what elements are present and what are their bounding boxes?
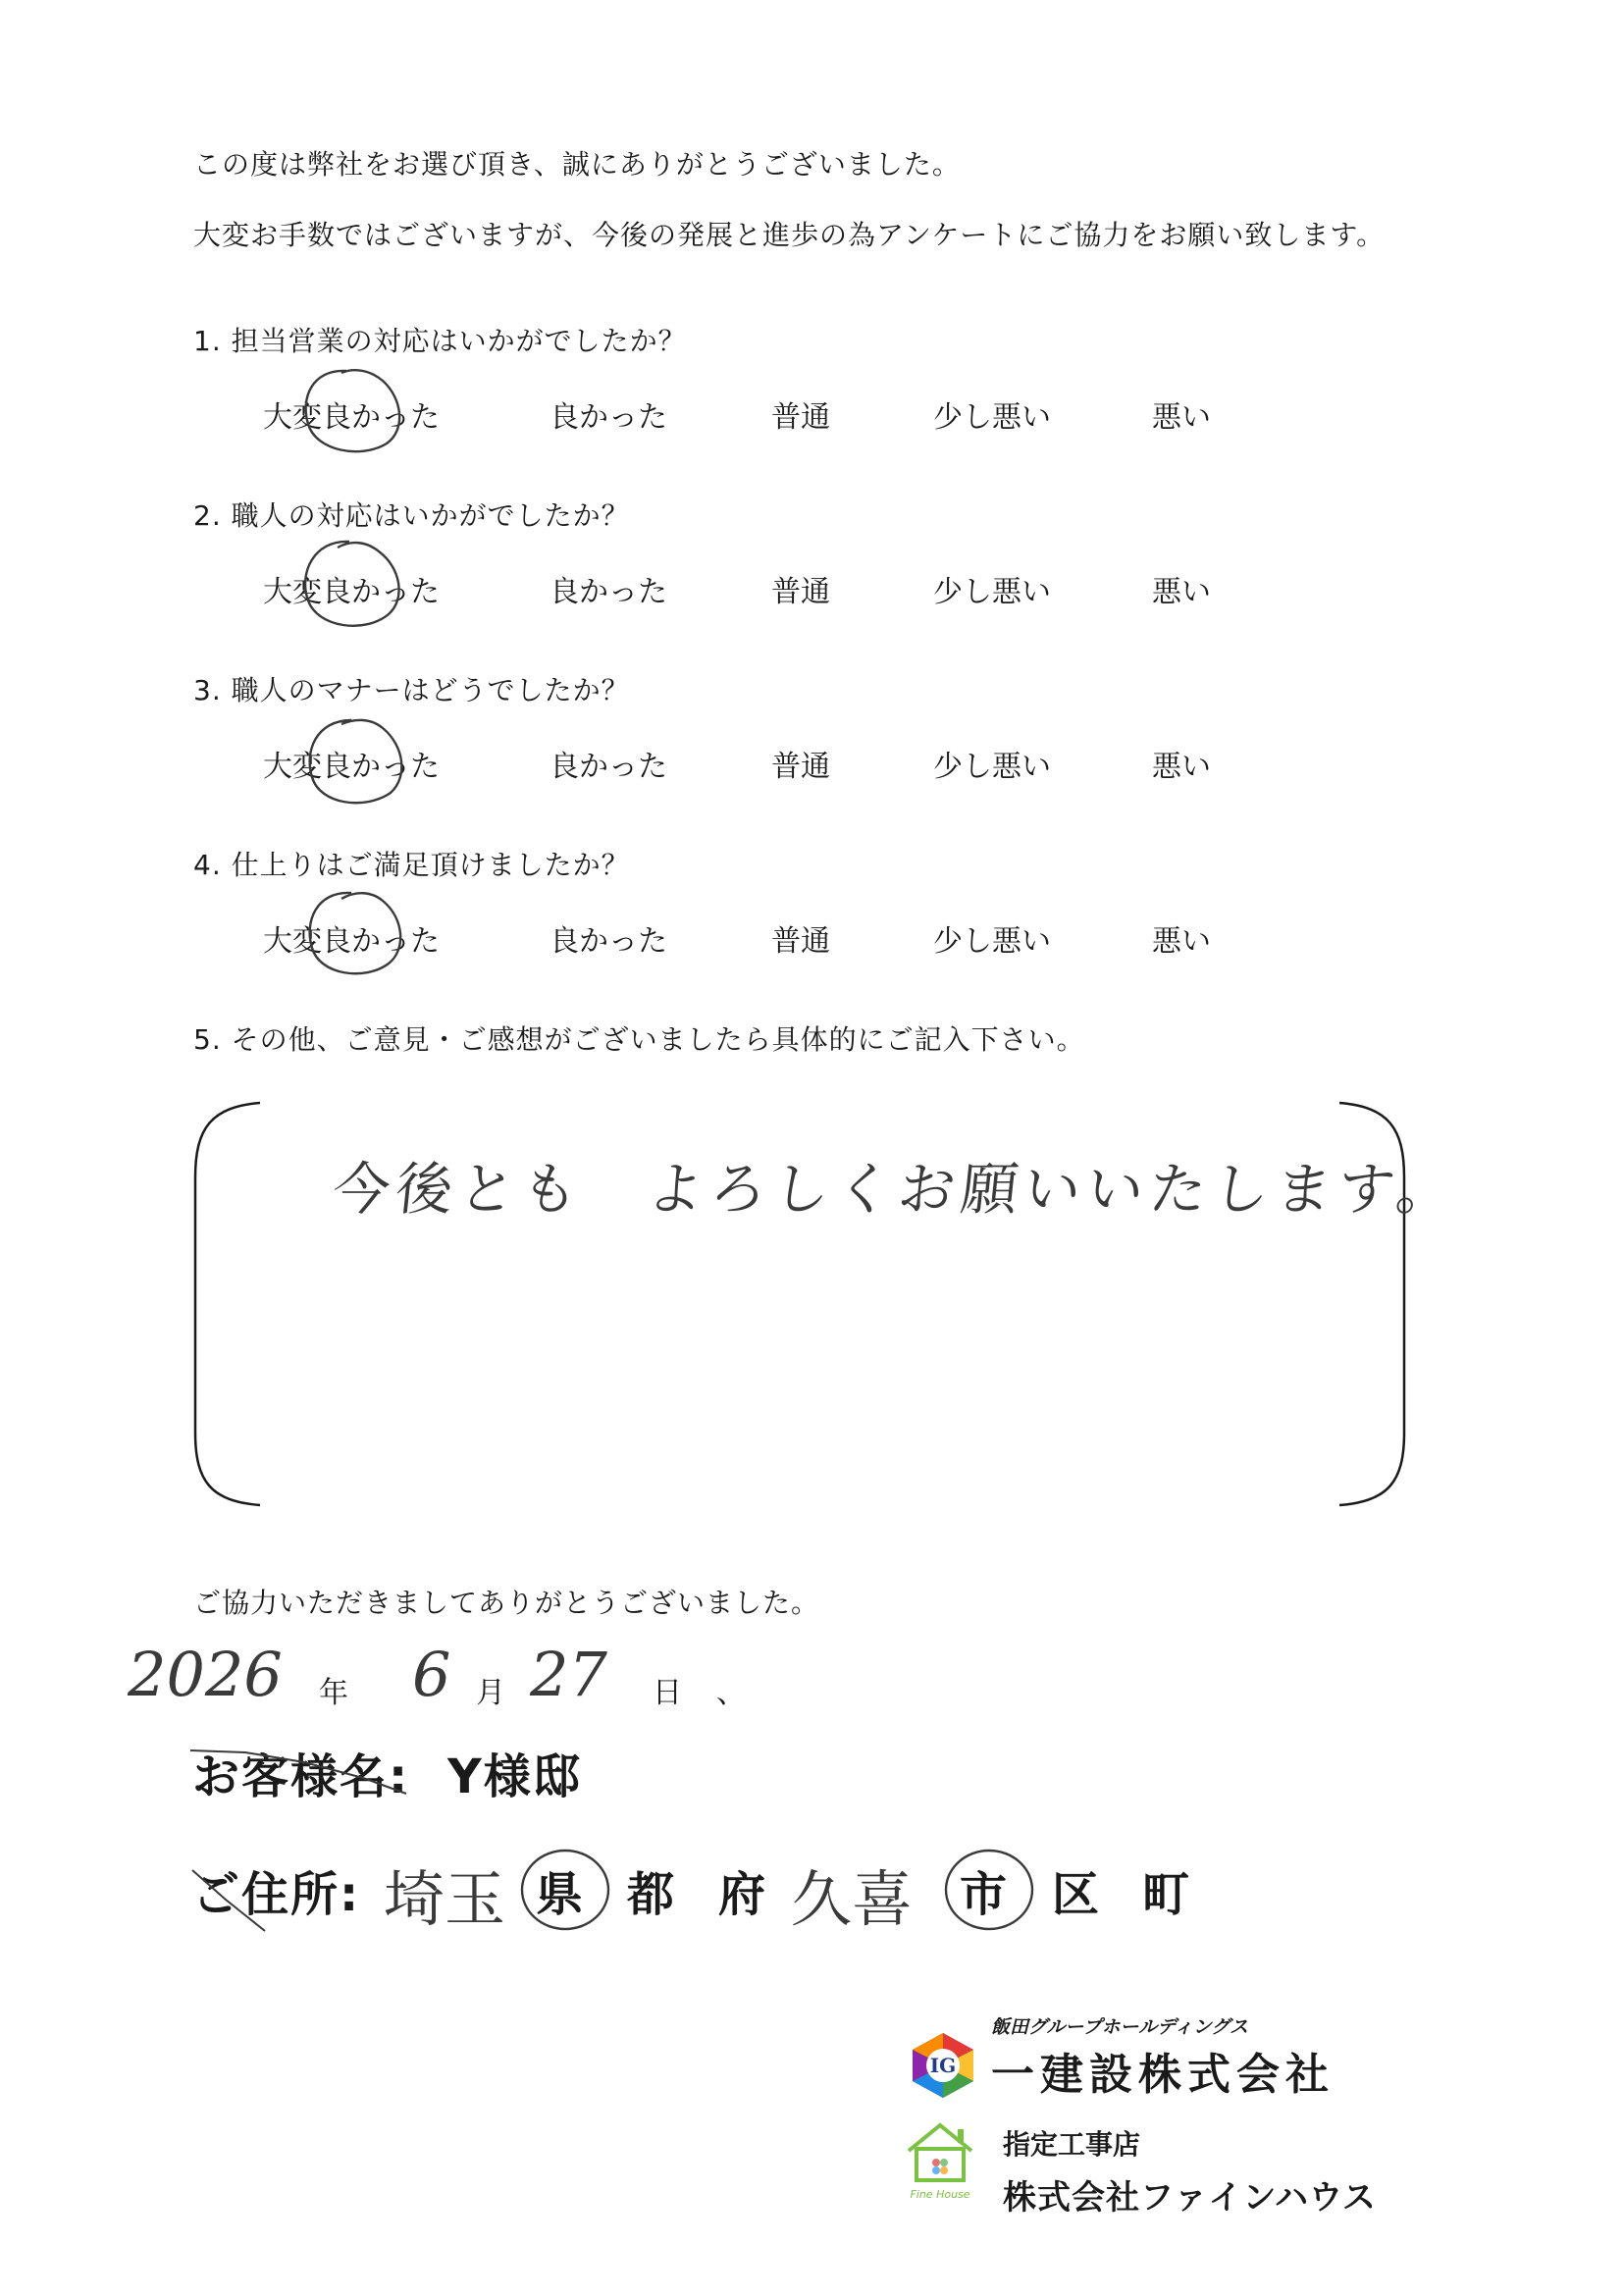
shop-label: 指定工事店 — [1003, 2128, 1141, 2161]
choices-q2 — [263, 567, 1244, 609]
choice-good[interactable]: 良かった — [550, 575, 667, 609]
address-unit-machi[interactable]: 町 — [1142, 1867, 1190, 1922]
choice-good[interactable]: 良かった — [550, 400, 667, 435]
choice-good[interactable]: 良かった — [550, 924, 667, 959]
choice-bad[interactable]: 悪い — [1152, 400, 1211, 435]
house-logo-text: Fine House — [910, 2188, 970, 2201]
date-row — [128, 1639, 814, 1717]
address-unit-fu[interactable]: 府 — [718, 1867, 766, 1922]
choice-bad[interactable]: 悪い — [1152, 924, 1211, 959]
address-prefecture-value[interactable]: 埼玉 — [384, 1863, 506, 1935]
date-year-label: 年 — [319, 1676, 348, 1710]
choice-very-good[interactable]: 大変良かった — [263, 924, 440, 959]
address-separator: : — [340, 1867, 361, 1922]
thanks-text: ご協力いただきましてありがとうございました。 — [193, 1587, 820, 1619]
date-day-label: 日 — [653, 1676, 682, 1710]
shop-name: 株式会社ファインハウス — [1003, 2178, 1377, 2218]
customer-label: お客様名 — [192, 1749, 390, 1804]
choices-q1 — [263, 392, 1244, 435]
choice-good[interactable]: 良かった — [550, 750, 667, 784]
ig-logo-text: IG — [929, 2054, 957, 2077]
choice-bad[interactable]: 悪い — [1152, 750, 1211, 784]
choices-q4 — [263, 916, 1244, 959]
choice-slightly-bad[interactable]: 少し悪い — [933, 400, 1051, 435]
choice-bad[interactable]: 悪い — [1152, 575, 1211, 609]
question-4: 4. 仕上りはご満足頂けましたか？ — [193, 849, 630, 881]
date-year-value[interactable]: 2026 — [128, 1639, 283, 1710]
address-label-text: ご住所 — [192, 1867, 340, 1922]
address-unit-ku[interactable]: 区 — [1052, 1867, 1100, 1922]
choice-slightly-bad[interactable]: 少し悪い — [933, 924, 1051, 959]
choice-very-good[interactable]: 大変良かった — [263, 750, 440, 784]
choices-q3 — [263, 742, 1244, 784]
date-trailing-mark: 、 — [716, 1676, 746, 1710]
question-2: 2. 職人の対応はいかがでしたか？ — [193, 499, 630, 532]
choice-very-good[interactable]: 大変良かった — [263, 575, 440, 609]
date-month-value[interactable]: 6 — [412, 1639, 451, 1710]
choice-normal[interactable]: 普通 — [771, 924, 830, 959]
address-unit-ken[interactable]: 県 — [536, 1867, 584, 1922]
choice-slightly-bad[interactable]: 少し悪い — [933, 750, 1051, 784]
intro-line-2: 大変お手数ではございますが、今後の発展と進歩の為アンケートにご協力をお願い致します。 — [193, 219, 1386, 251]
choice-normal[interactable]: 普通 — [771, 400, 830, 435]
address-city-value[interactable]: 久喜 — [791, 1863, 914, 1935]
address-row — [192, 1856, 1272, 1935]
date-day-value[interactable]: 27 — [530, 1639, 607, 1710]
customer-name-value[interactable]: Y様邸 — [446, 1749, 582, 1804]
customer-separator: : — [389, 1749, 410, 1804]
choice-very-good[interactable]: 大変良かった — [263, 400, 440, 435]
comment-answer[interactable]: 今後とも よろしくお願いいたします。 — [329, 1156, 1463, 1223]
customer-row — [192, 1739, 582, 1806]
choice-normal[interactable]: 普通 — [771, 575, 830, 609]
intro-line-1: この度は弊社をお選び頂き、誠にありがとうございました。 — [193, 148, 961, 181]
address-unit-to[interactable]: 都 — [627, 1867, 675, 1922]
date-month-label: 月 — [476, 1676, 505, 1710]
address-label — [192, 1856, 360, 1924]
choice-normal[interactable]: 普通 — [771, 750, 830, 784]
question-1: 1. 担当営業の対応はいかがでしたか？ — [193, 325, 687, 357]
group-name: 飯田グループホールディングス — [991, 2016, 1249, 2038]
company-name: 一建設株式会社 — [991, 2050, 1335, 2100]
question-3: 3. 職人のマナーはどうでしたか？ — [193, 674, 630, 706]
address-unit-shi[interactable]: 市 — [960, 1867, 1008, 1922]
question-5: 5. その他、ご意見・ご感想がございましたら具体的にご記入下さい。 — [193, 1023, 1085, 1056]
choice-slightly-bad[interactable]: 少し悪い — [933, 575, 1051, 609]
